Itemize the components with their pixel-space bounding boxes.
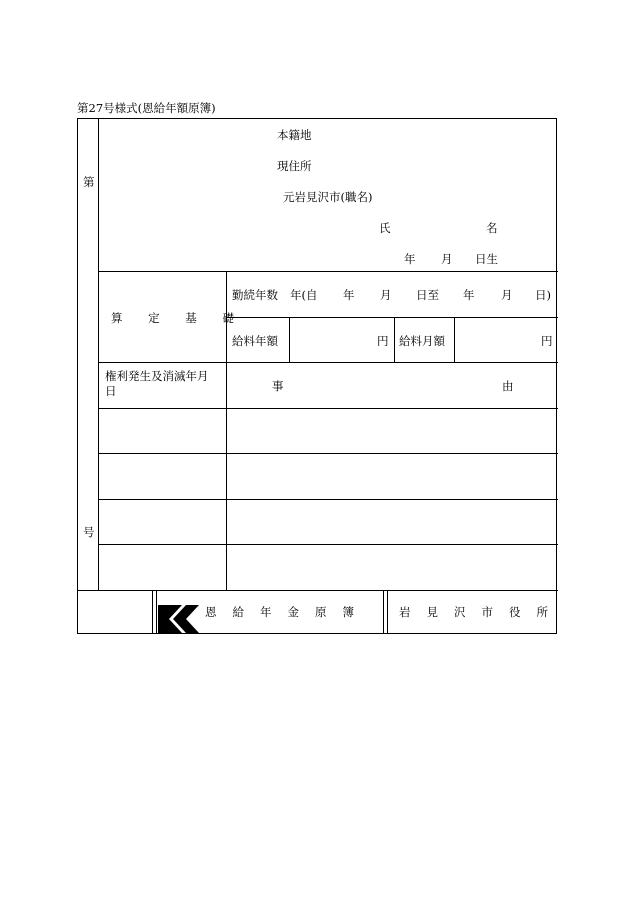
service-to-month: 月 (501, 288, 513, 302)
former-position-label: 元岩見沢市(職名) (283, 190, 373, 204)
form-title: 第27号様式(恩給年額原簿) (77, 101, 216, 115)
footer-ledger-title: 恩給年金原簿 (205, 605, 370, 619)
monthly-label-divider (394, 317, 395, 362)
service-from-year: 年 (343, 288, 355, 302)
ledger-emblem-icon (158, 605, 199, 633)
service-to-label: 日至 (416, 288, 439, 302)
honseki-label: 本籍地 (277, 128, 312, 142)
birth-year-label: 年 (404, 252, 416, 266)
birth-month-label: 月 (441, 252, 453, 266)
rule-row-2 (98, 499, 558, 500)
genjusho-label: 現住所 (277, 159, 312, 173)
side-label-dai: 第 (83, 175, 95, 189)
reason-header-yu: 由 (502, 379, 514, 393)
monthly-yen-unit: 円 (541, 334, 553, 348)
reason-header-ji: 事 (272, 379, 284, 393)
annual-salary-label: 給料年額 (232, 334, 278, 348)
footer-strip (78, 590, 564, 634)
rule-row-1 (98, 453, 558, 454)
name-label-shi: 氏 (379, 221, 391, 235)
side-label-go: 号 (83, 525, 95, 539)
pension-ledger-form (77, 118, 564, 634)
rule-service-bottom (226, 317, 558, 318)
monthly-value-divider (454, 317, 455, 362)
monthly-salary-label: 給料月額 (399, 334, 445, 348)
rule-history-header-bottom (98, 408, 558, 409)
service-to-year: 年 (463, 288, 475, 302)
rule-basis-bottom (98, 362, 558, 363)
annual-value-divider (289, 317, 290, 362)
rule-row-3 (98, 544, 558, 545)
annual-yen-unit: 円 (377, 334, 389, 348)
side-column-divider (98, 119, 99, 591)
rule-header-bottom (98, 271, 558, 272)
rights-date-header: 権利発生及消滅年月日 (105, 369, 209, 398)
service-from-month: 月 (380, 288, 392, 302)
footer-office-name: 岩見沢市役所 (399, 605, 564, 619)
name-label-mei: 名 (486, 221, 498, 235)
basis-label: 算 定 基 礎 (111, 311, 245, 325)
service-from-open: 年(自 (290, 288, 318, 302)
service-to-day: 日) (535, 288, 551, 302)
service-years-label: 勤続年数 (232, 288, 278, 302)
birth-day-label: 日生 (475, 252, 498, 266)
